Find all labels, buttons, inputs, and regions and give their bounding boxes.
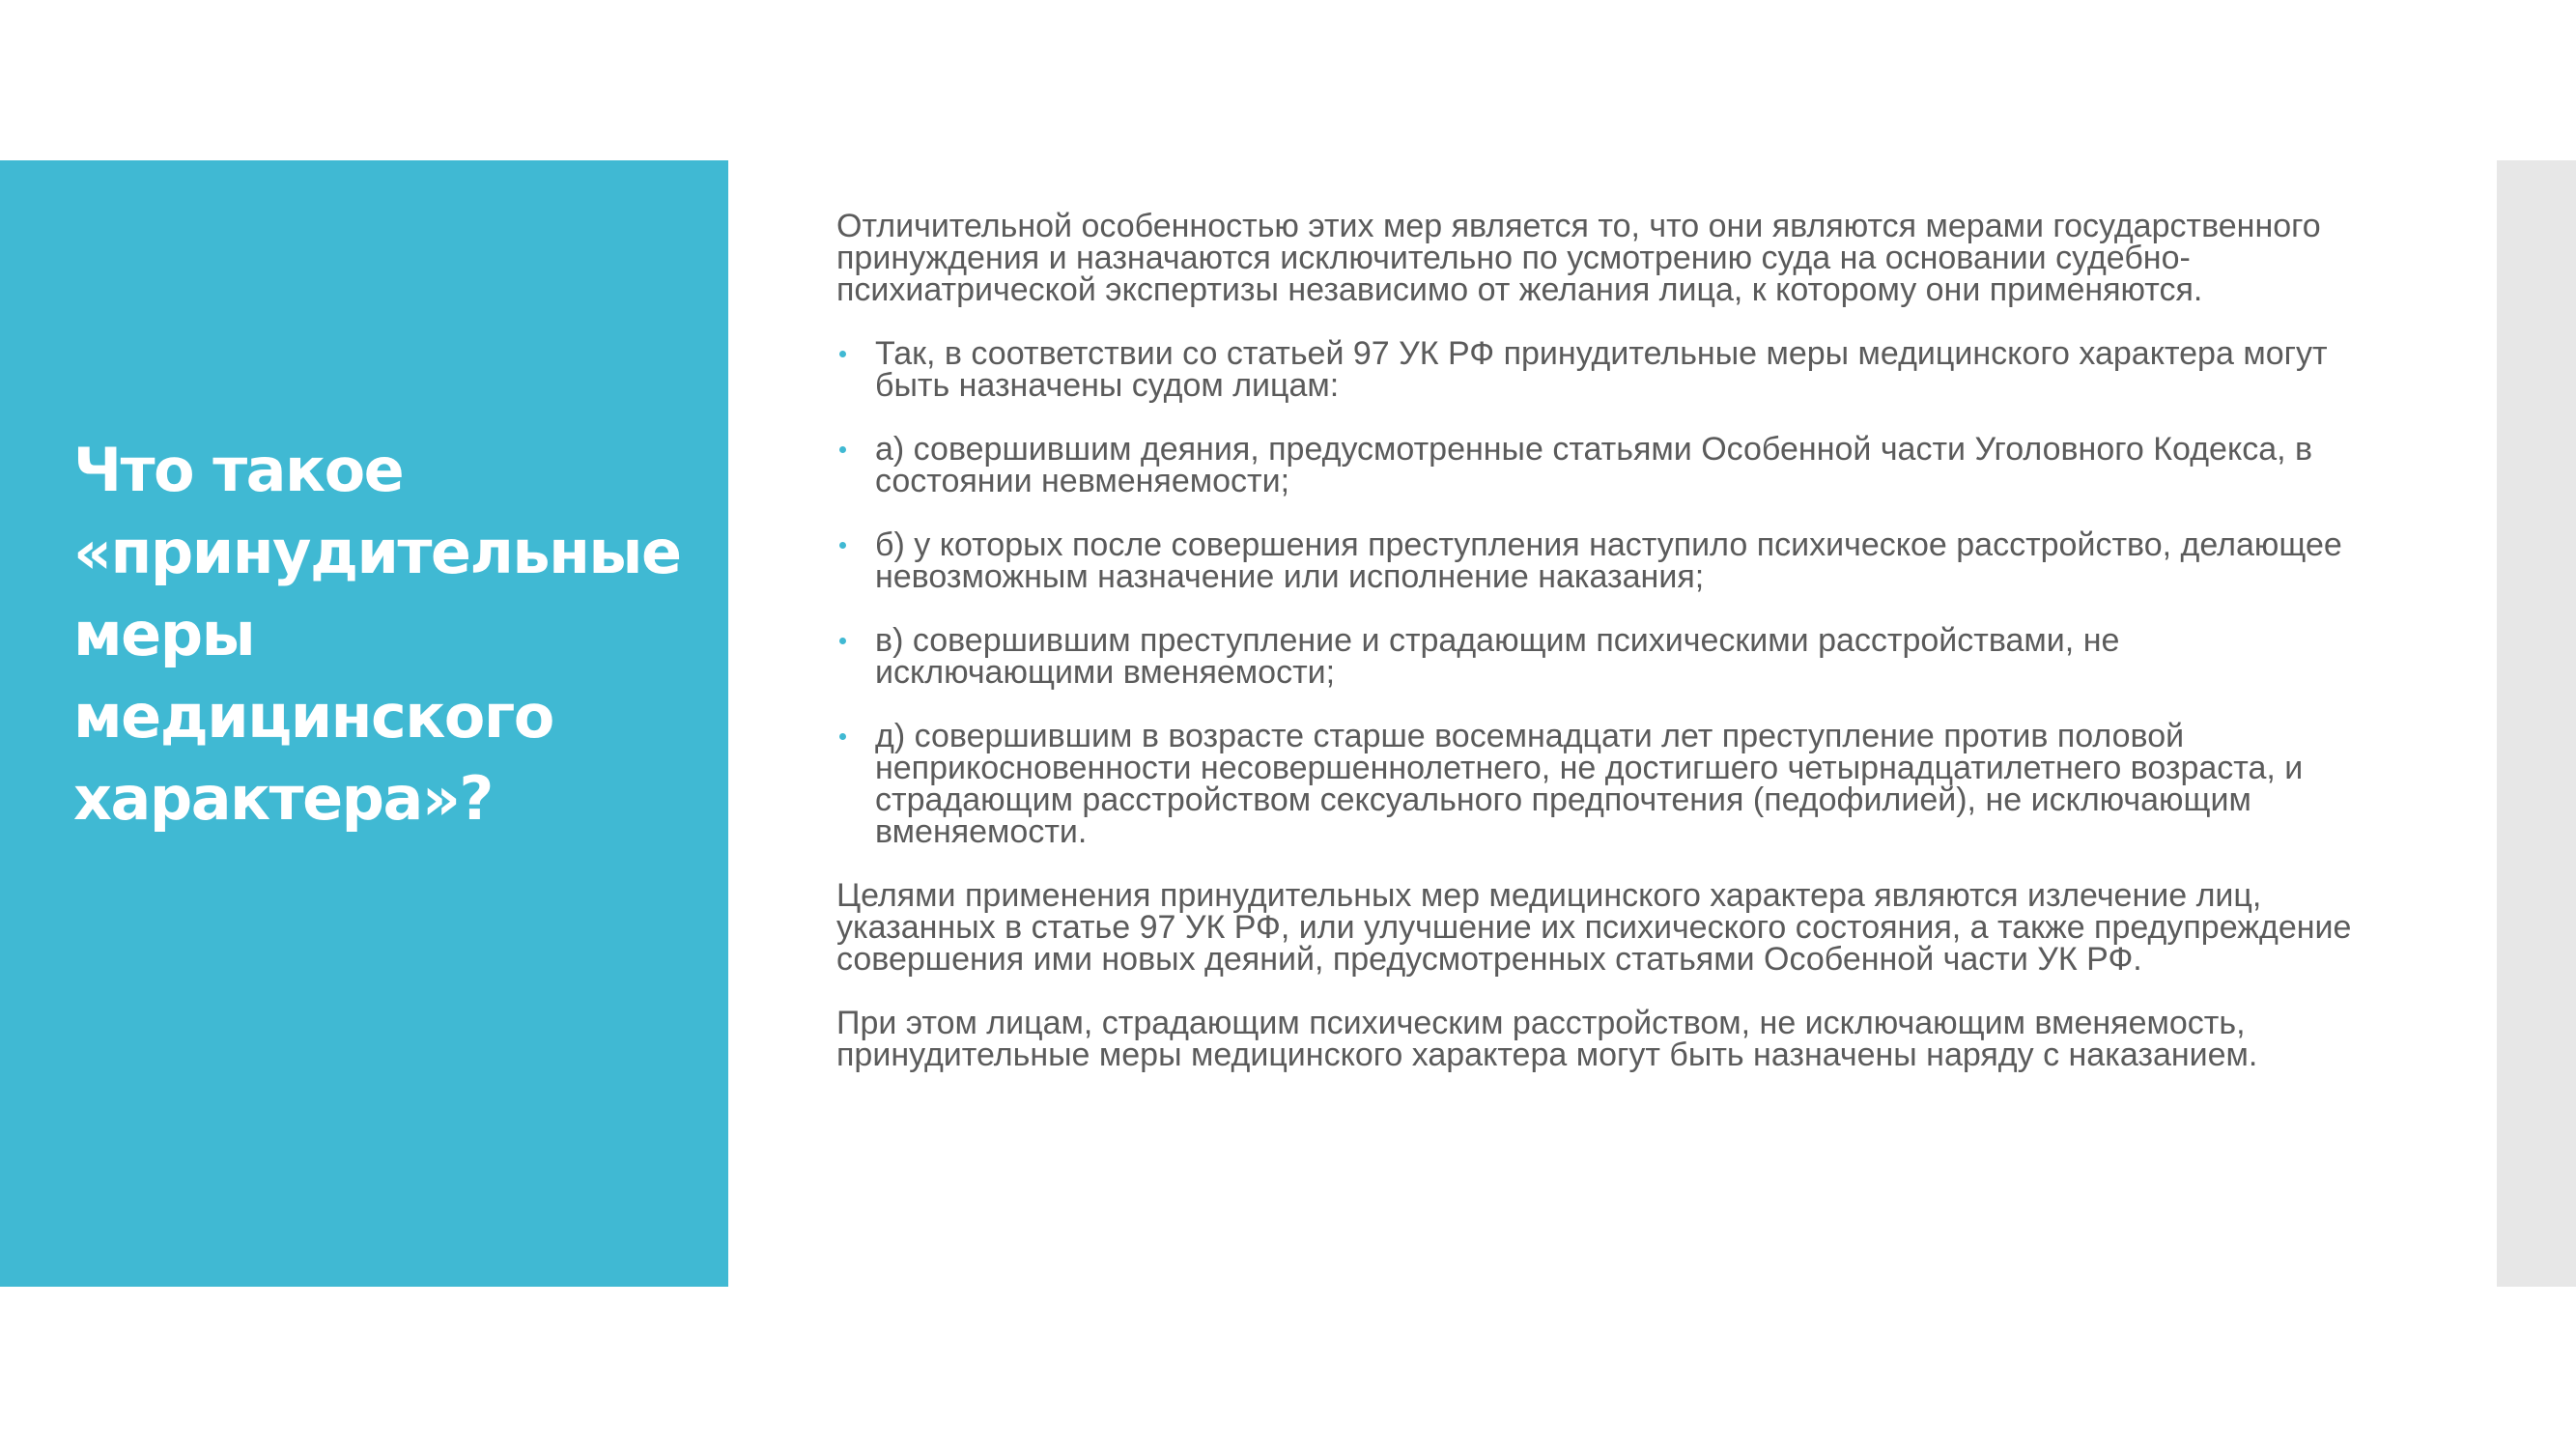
bullet-list (836, 335, 2363, 850)
slide-content (836, 208, 2363, 1103)
bullet-text: б) у которых после совершения преступления наступило психическое расстройство, делающее невозможным назначение или исполнение наказания; (875, 526, 2342, 595)
bullet-item (836, 431, 2363, 499)
bullet-dot-icon (839, 446, 846, 453)
bullet-item (836, 335, 2363, 404)
bullet-text: д) совершившим в возрасте старше восемнадцати лет преступление против половой неприкосновенности несовершеннолетнего, не достигшего четырнадцатилетнего возраста, и страдающим расстройством сексуального предпочтения (педофилией), не исключающим вменяемости. (875, 718, 2304, 850)
closing-paragraph: При этом лицам, страдающим психическим расстройством, не исключающим вменяемость, принудительные меры медицинского характера могут быть назначены наряду с наказанием. (836, 1005, 2258, 1073)
bullet-dot-icon (839, 351, 846, 357)
bullet-text: а) совершившим деяния, предусмотренные статьями Особенной части Уголовного Кодекса, в состоянии невменяемости; (875, 431, 2313, 499)
bullet-item (836, 526, 2363, 595)
bullet-text: Так, в соответствии со статьей 97 УК РФ принудительные меры медицинского характера могут быть назначены судом лицам: (875, 335, 2328, 404)
goals-paragraph: Целями применения принудительных мер медицинского характера являются излечение лиц, указанных в статье 97 УК РФ, или улучшение их психического состояния, а также предупреждение совершения ими новых деяний, предусмотренных статьями Особенной части УК РФ. (836, 877, 2352, 978)
bullet-dot-icon (839, 638, 846, 644)
bullet-dot-icon (839, 542, 846, 549)
bullet-item (836, 622, 2363, 691)
bullet-dot-icon (839, 733, 846, 740)
intro-paragraph: Отличительной особенностью этих мер является то, что они являются мерами государственного принуждения и назначаются исключительно по усмотрению суда на основании судебно-психиатрической экспертизы независимо от желания лица, к которому они применяются. (836, 208, 2321, 308)
slide-title: Что такое «принудительные меры медицинского характера»? (73, 435, 681, 834)
bullet-text: в) совершившим преступление и страдающим психическими расстройствами, не исключающими вменяемости; (875, 622, 2120, 691)
right-decorative-strip (2497, 160, 2576, 1287)
bullet-item (836, 718, 2363, 850)
